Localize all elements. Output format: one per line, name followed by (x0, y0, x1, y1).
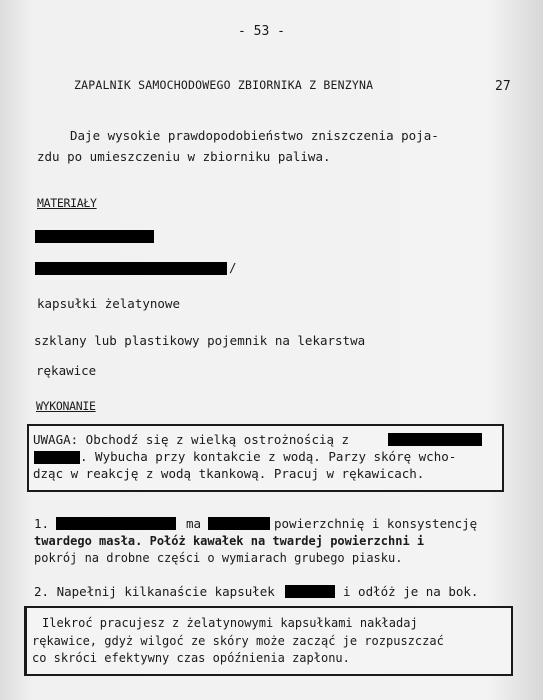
materials-heading: MATERIAŁY (37, 196, 97, 210)
intro-line-2: zdu po umieszczeniu w zbiorniku paliwa. (37, 149, 331, 164)
step-1-line-1 (34, 516, 49, 532)
warning-line-1: UWAGA: Obchodź się z wielką ostrożnością z (33, 432, 350, 447)
warning-line-2: . Wybucha przy kontakcie z wodą. Parzy skórę wcho- (80, 449, 457, 464)
materials-item: szklany lub plastikowy pojemnik na lekarstwa (34, 333, 366, 348)
warning-box (27, 424, 504, 492)
procedure-heading: WYKONANIE (36, 399, 96, 413)
tip-line-1: Ilekroć pracujesz z żelatynowymi kapsułkami nakładaj (42, 616, 418, 630)
intro-line-1: Daje wysokie prawdopodobieństwo zniszczenia poja- (70, 128, 439, 143)
document-title: ZAPALNIK SAMOCHODOWEGO ZBIORNIKA Z BENZYNA (74, 78, 374, 92)
redaction-bar (56, 517, 176, 530)
document-number: 27 (495, 79, 511, 94)
step-1-text: ma (186, 516, 202, 531)
warning-label: UWAGA: (33, 432, 79, 447)
redaction-bar (285, 585, 335, 598)
step-number: 2. (34, 584, 50, 599)
step-1-text: powierzchnię i konsystencję (274, 516, 478, 531)
materials-item-2-suffix: / (229, 260, 237, 275)
tip-line-2: rękawice, gdyż wilgoć ze skóry może zacząć je rozpuszczać (32, 634, 444, 648)
redaction-bar (208, 517, 270, 530)
page-number: - 53 - (238, 24, 285, 39)
step-1-line-3: pokrój na drobne części o wymiarach grubego piasku. (34, 551, 403, 565)
step-2-text: i odłóż je na bok. (343, 584, 479, 599)
tip-box (24, 606, 513, 676)
redaction-bar (35, 262, 227, 275)
materials-item: kapsułki żelatynowe (37, 296, 180, 311)
redaction-bar (35, 230, 154, 243)
step-1-line-2: twardego masła. Połóż kawałek na twardej powierzchni i (34, 534, 425, 548)
step-2-line (34, 584, 275, 600)
redaction-bar (388, 433, 482, 446)
warning-line-3: dząc w reakcję z wodą tkankową. Pracuj w rękawicach. (33, 466, 425, 481)
step-2-text: Napełnij kilkanaście kapsułek (56, 584, 275, 599)
materials-item: rękawice (36, 363, 97, 378)
tip-line-3: co skróci efektywny czas opóźnienia zapłonu. (32, 651, 350, 665)
redaction-bar (34, 451, 80, 464)
step-number: 1. (34, 516, 50, 531)
